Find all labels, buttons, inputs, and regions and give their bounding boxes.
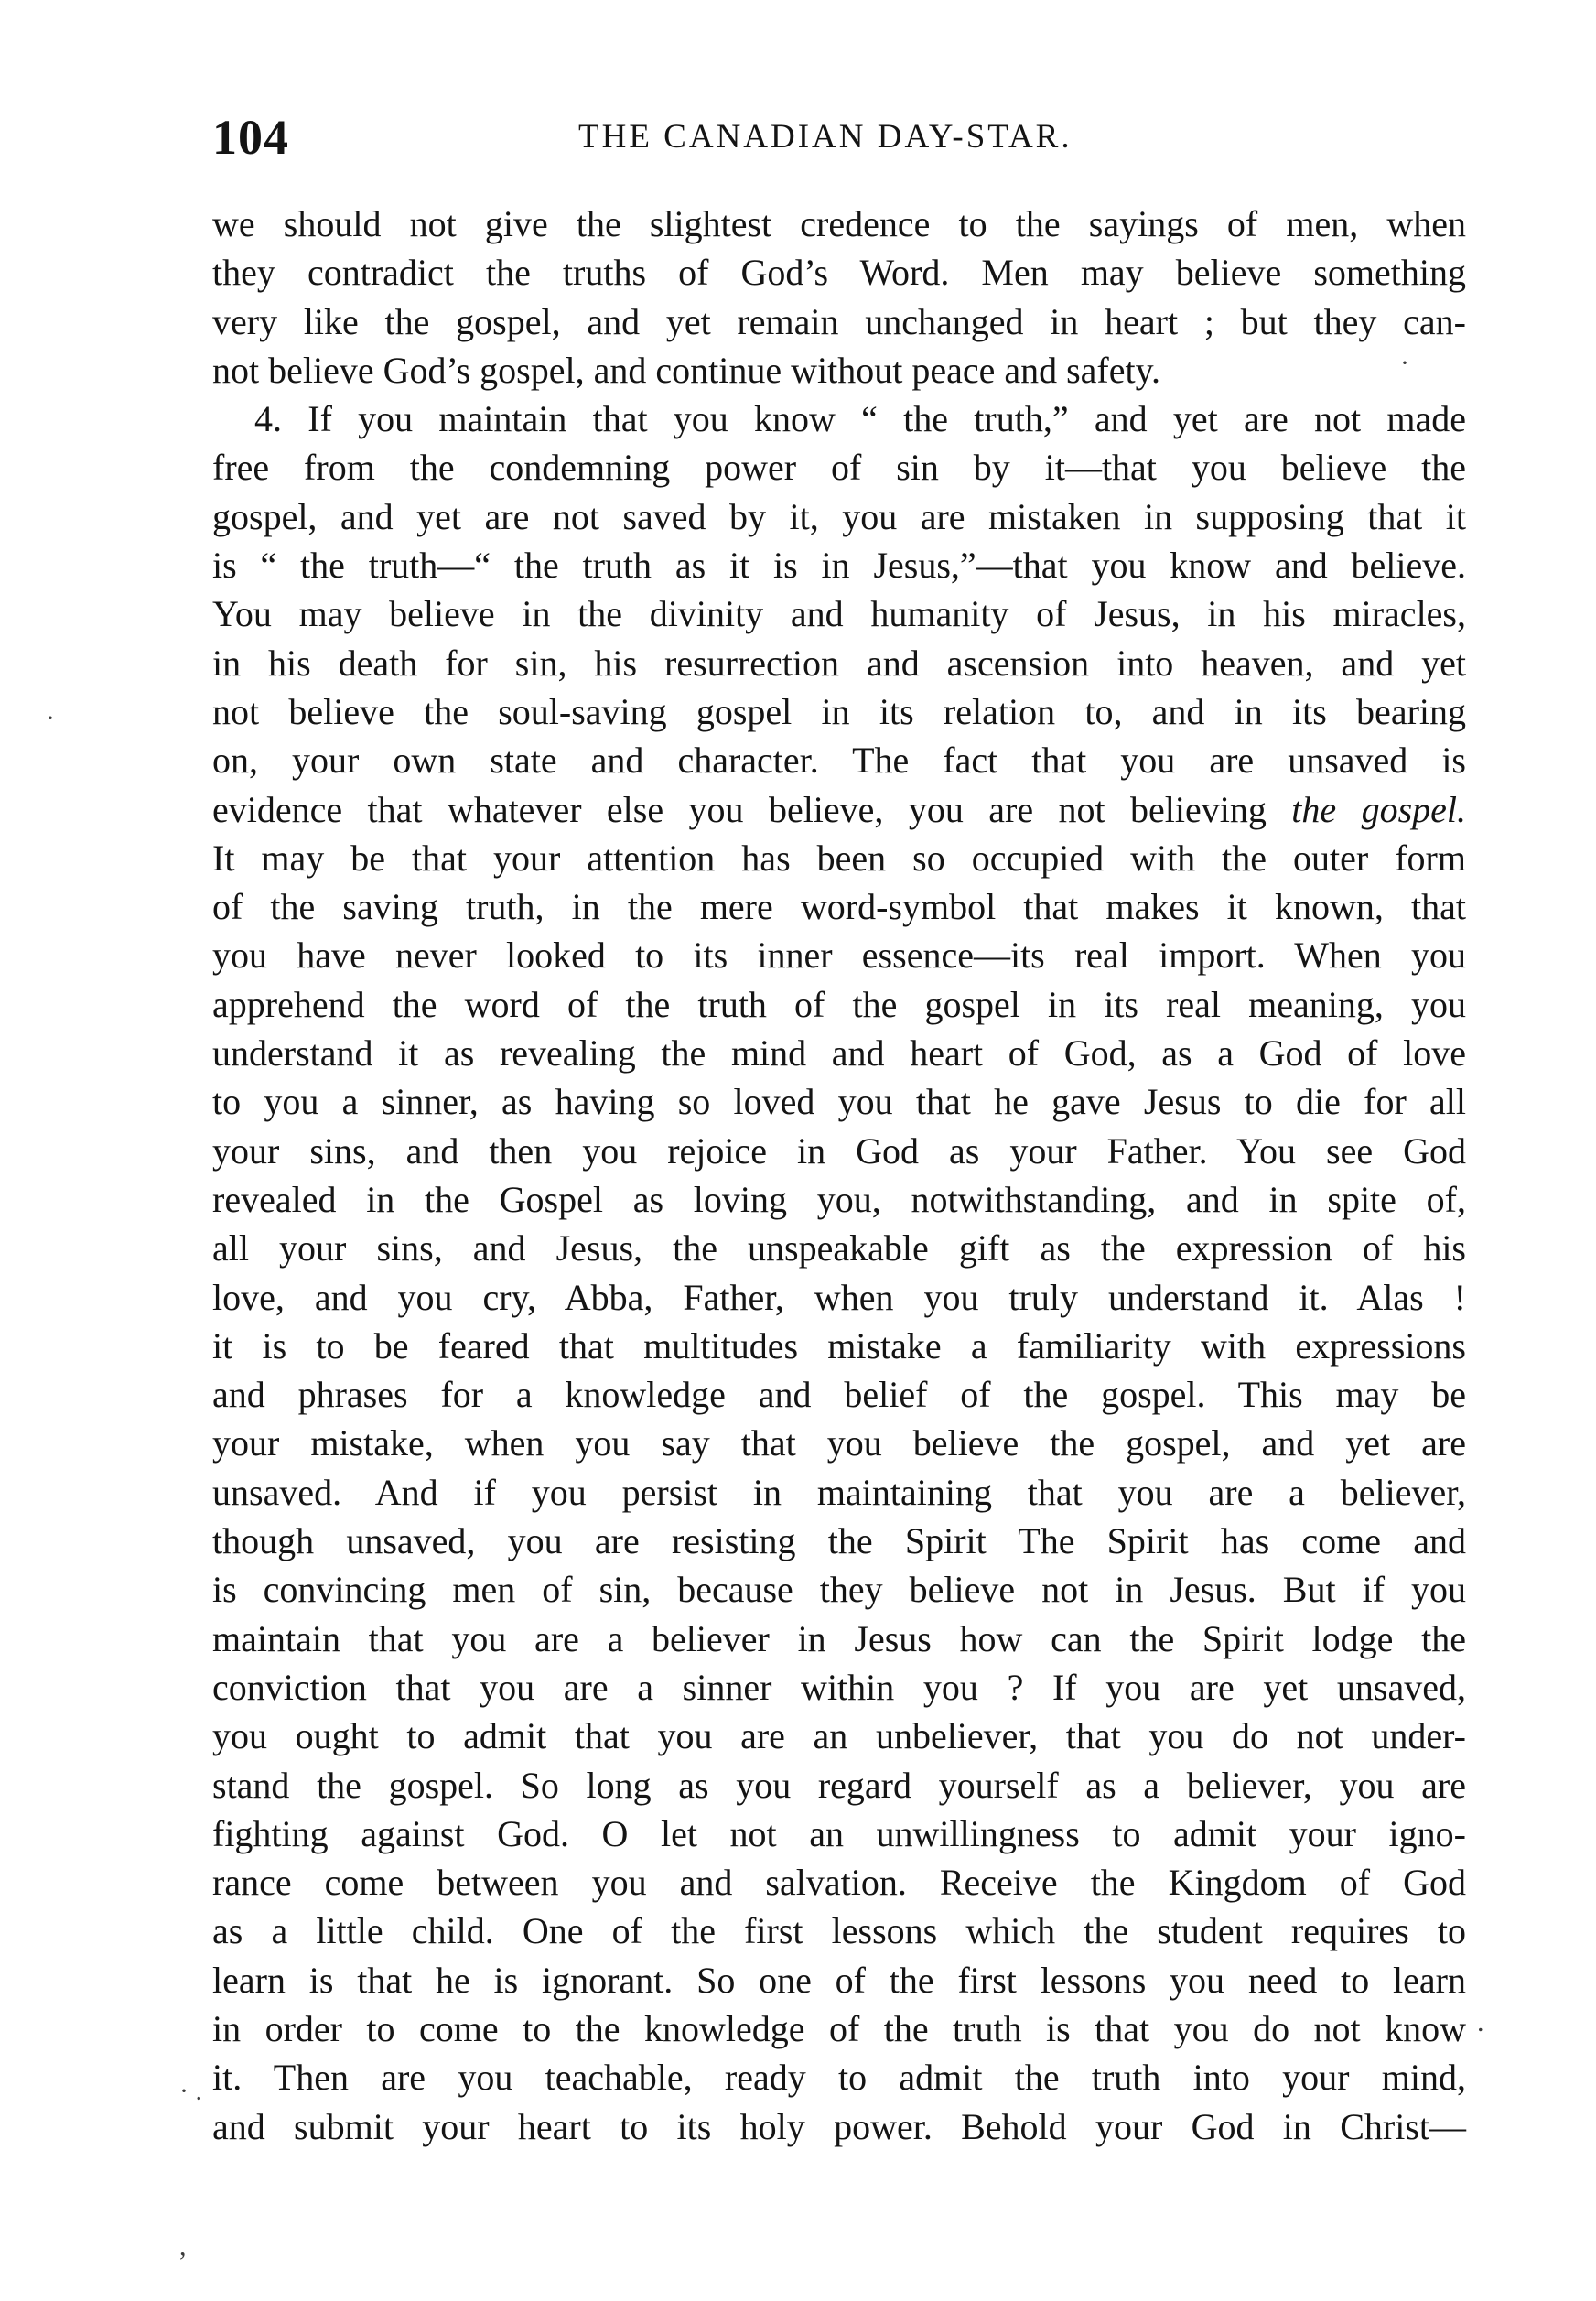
text-line: not believe the soul-saving gospel in its relation to, and in its bearing: [212, 690, 1466, 732]
running-title: THE CANADIAN DAY-STAR.: [578, 118, 1073, 156]
text-line: you ought to admit that you are an unbeliever, that you do not under-: [212, 1715, 1466, 1757]
text-line: is convincing men of sin, because they believe not in Jesus. But if you: [212, 1569, 1466, 1611]
text-line: to you a sinner, as having so loved you that he gave Jesus to die for all: [212, 1081, 1466, 1123]
print-speck: ·: [1400, 348, 1409, 378]
text-line: in his death for sin, his resurrection and ascension into heaven, and yet: [212, 642, 1466, 684]
text-line: not believe God’s gospel, and continue without peace and safety.: [212, 349, 1160, 391]
text-line: and submit your heart to its holy power. Behold your God in Christ—: [212, 2105, 1466, 2147]
text-line: learn is that he is ignorant. So one of the first lessons you need to learn: [212, 1959, 1466, 2001]
text-line: on, your own state and character. The fact that you are unsaved is: [212, 740, 1466, 782]
text-line: of the saving truth, in the mere word-symbol that makes it known, that: [212, 886, 1466, 928]
text-line: your sins, and then you rejoice in God as your Father. You see God: [212, 1129, 1466, 1172]
text-line: love, and you cry, Abba, Father, when you truly understand it. Alas !: [212, 1276, 1466, 1318]
text-line: revealed in the Gospel as loving you, notwithstanding, and in spite of,: [212, 1178, 1466, 1220]
text-line: 4. If you maintain that you know “ the truth,” and yet are not made: [254, 398, 1466, 440]
text-line: rance come between you and salvation. Receive the Kingdom of God: [212, 1862, 1466, 1904]
text-line: though unsaved, you are resisting the Spirit The Spirit has come and: [212, 1520, 1466, 1562]
text-line: fighting against God. O let not an unwillingness to admit your igno-: [212, 1812, 1466, 1854]
print-speck: ·: [46, 703, 55, 733]
text-line: it. Then are you teachable, ready to admit the truth into your mind,: [212, 2057, 1466, 2099]
text-line-segment: evidence that whatever else you believe, you are not believing: [212, 788, 1267, 830]
text-line-with-emphasis: [212, 785, 1466, 834]
print-speck: ,: [179, 2231, 187, 2262]
text-line: It may be that your attention has been so occupied with the outer form: [212, 837, 1466, 879]
text-line: all your sins, and Jesus, the unspeakable gift as the expression of his: [212, 1227, 1466, 1269]
text-line: they contradict the truths of God’s Word. Men may believe something: [212, 252, 1466, 294]
text-line: You may believe in the divinity and humanity of Jesus, in his miracles,: [212, 593, 1466, 635]
text-line: in order to come to the knowledge of the truth is that you do not know: [212, 2007, 1466, 2049]
text-line: free from the condemning power of sin by it—that you believe the: [212, 447, 1466, 489]
text-line: apprehend the word of the truth of the gospel in its real meaning, you: [212, 983, 1466, 1025]
text-line: unsaved. And if you persist in maintaining that you are a believer,: [212, 1471, 1466, 1513]
print-speck: · .: [179, 2076, 202, 2106]
text-line: you have never looked to its inner essence—its real import. When you: [212, 934, 1466, 977]
text-line: your mistake, when you say that you believe the gospel, and yet are: [212, 1422, 1466, 1464]
text-line: understand it as revealing the mind and heart of God, as a God of love: [212, 1032, 1466, 1075]
text-line: conviction that you are a sinner within you ? If you are yet unsaved,: [212, 1666, 1466, 1708]
text-line: and phrases for a knowledge and belief of the gospel. This may be: [212, 1374, 1466, 1416]
text-line: is “ the truth—“ the truth as it is in Jesus,”—that you know and believe.: [212, 545, 1466, 587]
text-line: gospel, and yet are not saved by it, you are mistaken in supposing that it: [212, 495, 1466, 537]
page-number: 104: [212, 110, 289, 165]
page-header: [212, 108, 1494, 181]
text-line: it is to be feared that multitudes mistake a familiarity with expressions: [212, 1324, 1466, 1367]
text-line: we should not give the slightest credence to the sayings of men, when: [212, 203, 1466, 244]
text-body: [212, 200, 1466, 2151]
print-speck: .: [1477, 2007, 1484, 2037]
emphasized-phrase: the gospel.: [1291, 788, 1467, 830]
text-line: maintain that you are a believer in Jesus how can the Spirit lodge the: [212, 1617, 1466, 1659]
text-line: stand the gospel. So long as you regard yourself as a believer, you are: [212, 1764, 1466, 1806]
text-line: very like the gospel, and yet remain unchanged in heart ; but they can-: [212, 300, 1466, 342]
text-line: as a little child. One of the first lessons which the student requires to: [212, 1910, 1466, 1952]
